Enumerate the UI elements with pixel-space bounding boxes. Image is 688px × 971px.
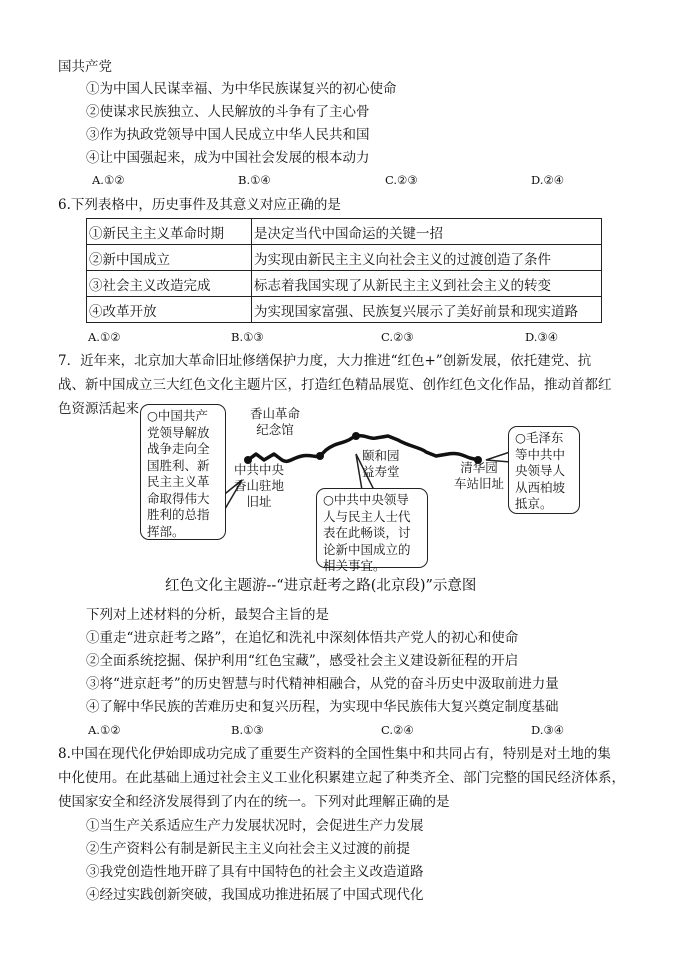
callout-mid-line: 人与民主人士代 — [323, 508, 411, 524]
callout-mid-line: ○中共中央领导 — [323, 492, 409, 507]
q6-event-3: ③社会主义改造完成 — [87, 271, 252, 297]
q7-item-2: ②全面系统挖掘、保护利用“红色宝藏”，感受社会主义建设新征程的开启 — [86, 653, 519, 669]
callout-left-line: 国胜利、新 — [147, 457, 210, 473]
callout-mid-line: 论新中国成立的 — [323, 541, 411, 557]
q8-item-2: ②生产资料公有制是新民主主义向社会主义过渡的前提 — [86, 841, 410, 857]
q8-stem-line-3: 使国家安全和经济发展得到了内在的统一。下列对此理解正确的是 — [58, 794, 450, 810]
q7-item-3: ③将“进京赶考”的历史智慧与时代精神相融合，从党的奋斗历史中汲取前进力量 — [86, 676, 559, 692]
q6-event-2: ②新中国成立 — [87, 245, 252, 271]
q6-option-c: C.②③ — [381, 330, 414, 344]
q5-item-2: ②使谋求民族独立、人民解放的斗争有了主心骨 — [86, 104, 370, 120]
q5-option-b: B.①④ — [238, 173, 271, 187]
route-diagram — [130, 398, 610, 573]
q7-item-1: ①重走“进京赶考之路”，在追忆和洗礼中深刻体悟共产党人的初心和使命 — [86, 630, 519, 646]
callout-right-line: ○毛泽东 — [515, 430, 564, 445]
callout-right-line: 央领导人 — [515, 463, 566, 478]
q6-stem: 6.下列表格中，历史事件及其意义对应正确的是 — [58, 197, 341, 213]
q8-stem-line-1: 8.中国在现代化伊始即成功完成了重要生产资料的全国性集中和共同占有，特别是对土地的集 — [58, 746, 611, 762]
q6-option-d: D.③④ — [525, 330, 559, 344]
callout-left-line: ○中国共产 — [147, 408, 208, 423]
q5-stem-tail: 国共产党 — [58, 59, 112, 75]
q7-stem-line-1: 7．近年来，北京加大革命旧址修缮保护力度，大力推进“红色+”创新发展，依托建党、抗 — [58, 353, 592, 369]
callout-right-line: 等中共中 — [515, 446, 566, 462]
q7-question: 下列对上述材料的分析，最契合主旨的是 — [86, 607, 329, 623]
table-row — [87, 245, 602, 271]
table-row — [87, 297, 602, 323]
station-dot-xiangshan — [316, 452, 324, 460]
q8-item-1: ①当生产关系适应生产力发展状况时，会促进生产力发展 — [86, 818, 424, 834]
q7-option-c: C.②④ — [381, 723, 414, 737]
q6-meaning-3: 标志着我国实现了从新民主主义到社会主义的转变 — [252, 271, 602, 297]
callout-right — [508, 426, 580, 514]
q7-stem-line-3: 色资源活起来 — [58, 401, 139, 417]
callout-left-line: 胜利的总指 — [147, 507, 210, 522]
q5-item-3: ③作为执政党领导中国人民成立中华人民共和国 — [86, 127, 370, 143]
q6-option-a: A.①② — [88, 330, 121, 344]
q5-option-c: C.②③ — [385, 173, 418, 187]
q8-item-3: ③我党创造性地开辟了具有中国特色的社会主义改造道路 — [86, 864, 424, 880]
q8-stem-line-2: 中化使用。在此基础上通过社会主义工业化积累建立起了种类齐全、部门完整的国民经济体系， — [58, 770, 625, 786]
callout-right-line: 抵京。 — [515, 496, 553, 511]
callout-left-line: 战争走向全 — [147, 441, 210, 456]
q7-option-d: D.③④ — [531, 723, 565, 737]
table-row — [87, 271, 602, 297]
station-label-xiangshan: 香山革命 纪念馆 — [250, 406, 301, 437]
q6-option-b: B.①③ — [231, 330, 264, 344]
callout-mid-line: 表在此畅谈，讨 — [323, 525, 411, 540]
callout-left — [140, 404, 226, 540]
q7-option-b: B.①③ — [231, 723, 264, 737]
q6-meaning-4: 为实现国家富强、民族复兴展示了美好前景和现实道路 — [252, 297, 602, 323]
station-label-qinghua: 清华园 车站旧址 — [454, 460, 505, 491]
callout-left-line: 挥部。 — [147, 523, 185, 539]
callout-mid — [316, 488, 428, 573]
q5-item-4: ④让中国强起来，成为中国社会发展的根本动力 — [86, 150, 370, 166]
callout-mid-line: 相关事宜。 — [323, 558, 386, 573]
q6-event-1: ①新民主主义革命时期 — [87, 219, 252, 245]
callout-left-line: 命取得伟大 — [147, 490, 210, 506]
station-dot-yiheyuan — [352, 432, 360, 440]
station-label-hq: 中共中央 香山驻地 旧址 — [234, 462, 285, 509]
callout-right-line: 从西柏坡 — [515, 479, 566, 495]
callout-left-line: 党领导解放 — [147, 424, 210, 440]
q6-table — [86, 218, 602, 323]
q7-option-a: A.①② — [88, 723, 121, 737]
q5-option-a: A.①② — [92, 173, 125, 187]
q5-item-1: ①为中国人民谋幸福、为中华民族谋复兴的初心使命 — [86, 81, 397, 97]
q6-event-4: ④改革开放 — [87, 297, 252, 323]
q6-meaning-1: 是决定当代中国命运的关键一招 — [252, 219, 602, 245]
q7-item-4: ④了解中华民族的苦难历史和复兴历程，为实现中华民族伟大复兴奠定制度基础 — [86, 699, 559, 715]
q7-stem-line-2: 战、新中国成立三大红色文化主题片区，打造红色精品展览、创作红色文化作品，推动首都红 — [58, 377, 612, 393]
table-row — [87, 219, 602, 245]
station-label-yiheyuan: 颐和园 益寿堂 — [362, 448, 400, 479]
q6-meaning-2: 为实现由新民主主义向社会主义的过渡创造了条件 — [252, 245, 602, 271]
q8-item-4: ④经过实践创新突破，我国成功推进拓展了中国式现代化 — [86, 887, 424, 903]
diagram-caption: 红色文化主题游--“进京赶考之路(北京段)”示意图 — [165, 578, 477, 594]
q5-option-d: D.②④ — [531, 173, 565, 187]
callout-left-line: 民主主义革 — [147, 474, 210, 489]
